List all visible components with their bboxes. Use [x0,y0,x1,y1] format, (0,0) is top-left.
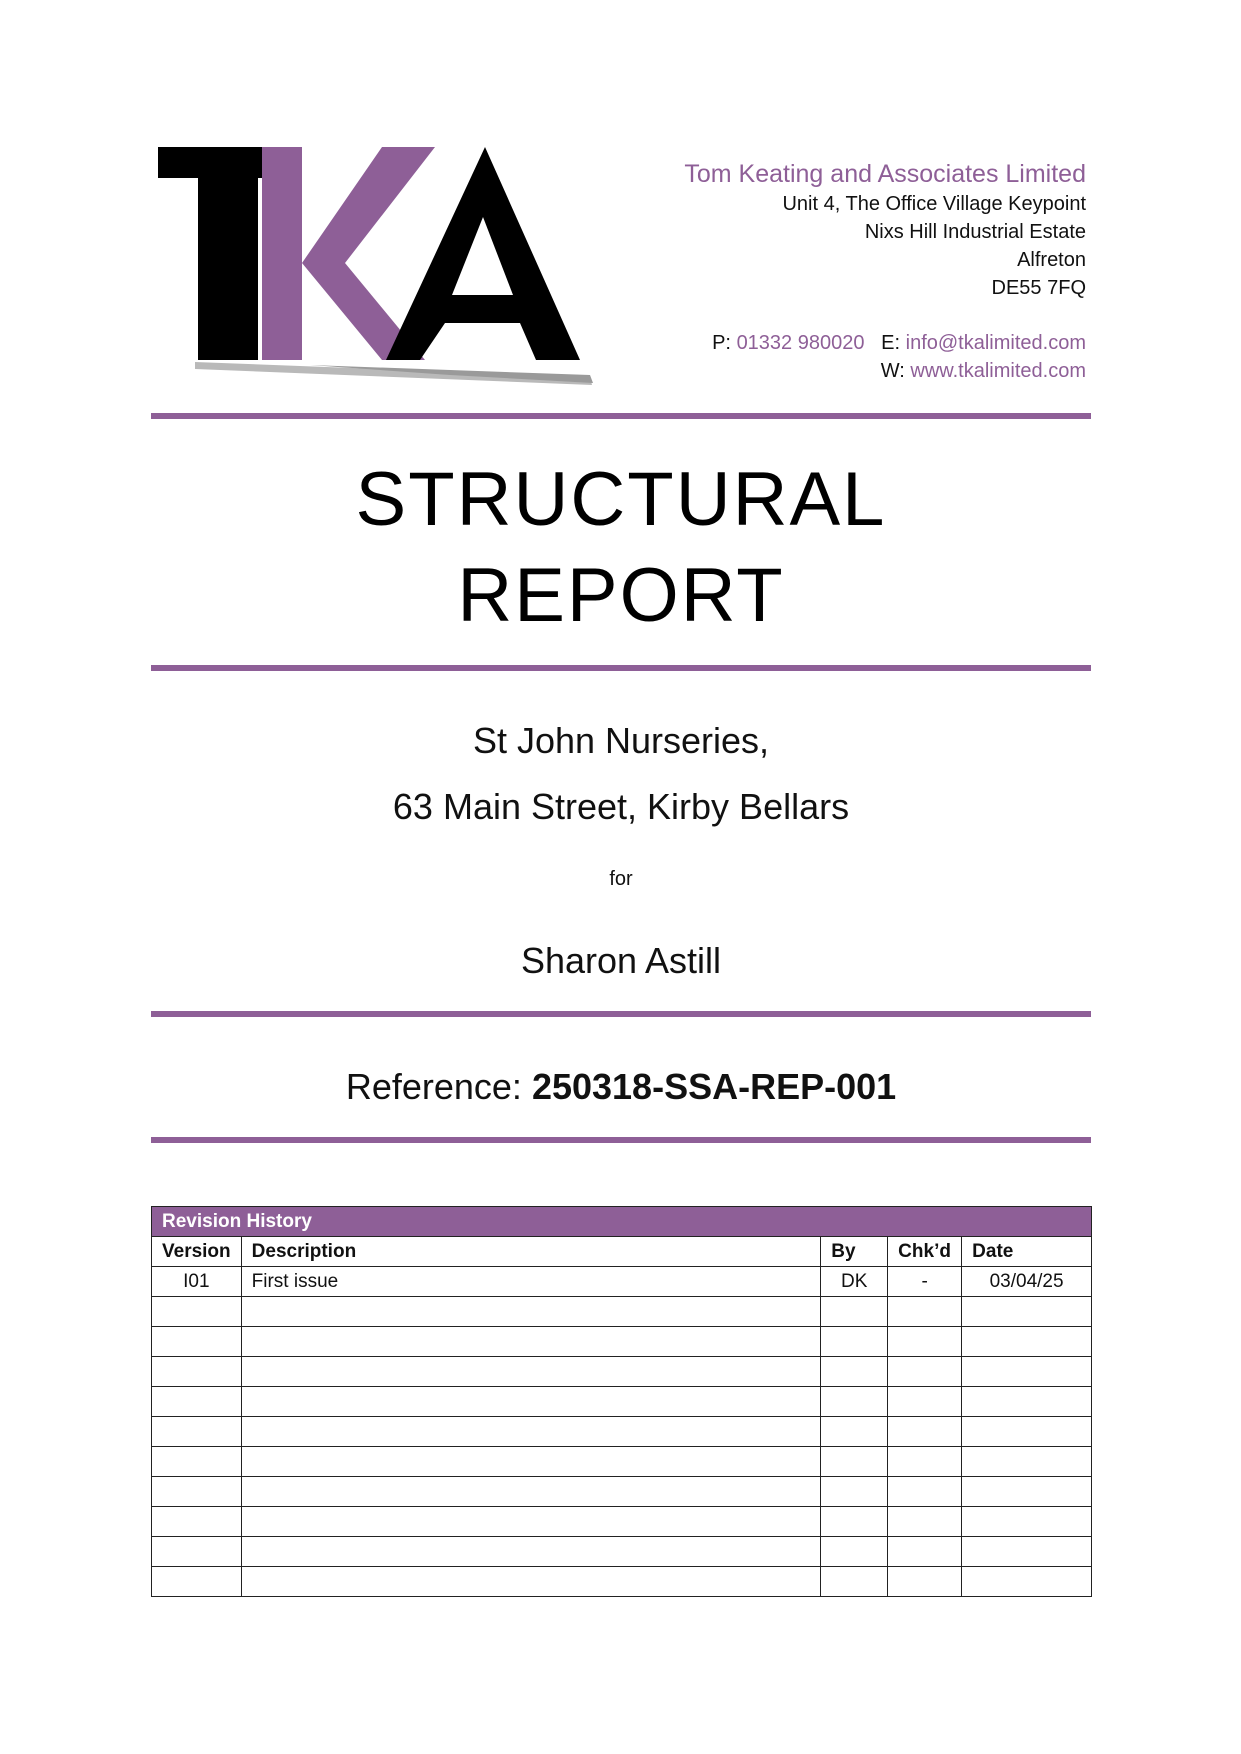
table-cell [821,1567,888,1597]
table-row [152,1447,1092,1477]
address-line: Unit 4, The Office Village Keypoint [782,193,1086,215]
table-cell [241,1297,821,1327]
table-cell [152,1417,242,1447]
table-row [152,1327,1092,1357]
table-cell [821,1297,888,1327]
table-cell [241,1537,821,1567]
table-cell [888,1387,962,1417]
title-line-1: STRUCTURAL [355,457,887,542]
table-cell [962,1477,1092,1507]
table-cell [152,1297,242,1327]
table-row [152,1387,1092,1417]
table-cell [888,1507,962,1537]
table-cell [241,1447,821,1477]
table-cell: 03/04/25 [962,1267,1092,1297]
table-cell [962,1357,1092,1387]
address-line: Alfreton [1017,249,1086,271]
column-header: Version [152,1237,242,1267]
table-cell [152,1327,242,1357]
phone-link[interactable]: 01332 980020 [736,332,865,354]
table-row [152,1417,1092,1447]
table-cell: First issue [241,1267,821,1297]
table-cell [888,1297,962,1327]
table-cell: - [888,1267,962,1297]
column-header: Description [241,1237,821,1267]
reference-line [151,1066,1091,1108]
table-cell [821,1507,888,1537]
table-cell [821,1447,888,1477]
table-cell [962,1567,1092,1597]
table-cell [241,1507,821,1537]
table-cell [152,1447,242,1477]
email-link[interactable]: info@tkalimited.com [905,332,1086,354]
revision-history-table [151,1206,1092,1597]
table-cell: I01 [152,1267,242,1297]
table-cell [888,1447,962,1477]
table-cell: DK [821,1267,888,1297]
table-cell [821,1477,888,1507]
table-row [152,1477,1092,1507]
table-cell [821,1537,888,1567]
table-cell [241,1417,821,1447]
table-cell [962,1327,1092,1357]
column-header: By [821,1237,888,1267]
tka-logo [150,145,610,395]
divider [151,413,1091,419]
table-cell [152,1387,242,1417]
table-cell [962,1297,1092,1327]
table-row [152,1567,1092,1597]
table-cell [888,1357,962,1387]
title-line-2: REPORT [457,553,785,638]
reference-value: 250318-SSA-REP-001 [531,1066,897,1107]
table-cell [888,1417,962,1447]
site-line-1: St John Nurseries, [472,720,770,761]
reference-label: Reference: [345,1066,522,1107]
table-cell [821,1327,888,1357]
phone-label: P: [712,332,731,354]
table-cell [241,1387,821,1417]
company-name: Tom Keating and Associates Limited [684,160,1086,188]
table-cell [821,1417,888,1447]
table-cell [962,1507,1092,1537]
table-cell [241,1357,821,1387]
table-row [152,1357,1092,1387]
table-cell [152,1507,242,1537]
column-header: Date [962,1237,1092,1267]
contact-details [626,329,1086,385]
table-cell [888,1327,962,1357]
table-cell [152,1477,242,1507]
table-cell [962,1447,1092,1477]
table-cell [152,1567,242,1597]
report-title [151,452,1091,644]
table-cell [241,1567,821,1597]
divider [151,665,1091,671]
table-cell [152,1537,242,1567]
table-row [152,1507,1092,1537]
table-row [152,1297,1092,1327]
table-cell [888,1537,962,1567]
revision-rows [152,1267,1092,1597]
table-cell [962,1387,1092,1417]
table-cell [152,1357,242,1387]
for-label: for [609,868,633,890]
column-header: Chk’d [888,1237,962,1267]
table-cell [821,1387,888,1417]
table-row [152,1537,1092,1567]
table-cell [888,1477,962,1507]
web-link[interactable]: www.tkalimited.com [910,360,1086,382]
company-address-block [626,158,1086,385]
table-cell [821,1357,888,1387]
table-title: Revision History [152,1207,1092,1237]
table-cell [241,1327,821,1357]
table-row [152,1267,1092,1297]
web-label: W: [880,360,905,382]
client-name: Sharon Astill [520,940,722,981]
address-line: DE55 7FQ [991,277,1086,299]
table-cell [962,1417,1092,1447]
table-cell [962,1537,1092,1567]
site-address [151,708,1091,840]
table-cell [888,1567,962,1597]
site-line-2: 63 Main Street, Kirby Bellars [392,786,850,827]
address-line: Nixs Hill Industrial Estate [864,221,1086,243]
email-label: E: [881,332,901,354]
divider [151,1011,1091,1017]
divider [151,1137,1091,1143]
table-cell [241,1477,821,1507]
